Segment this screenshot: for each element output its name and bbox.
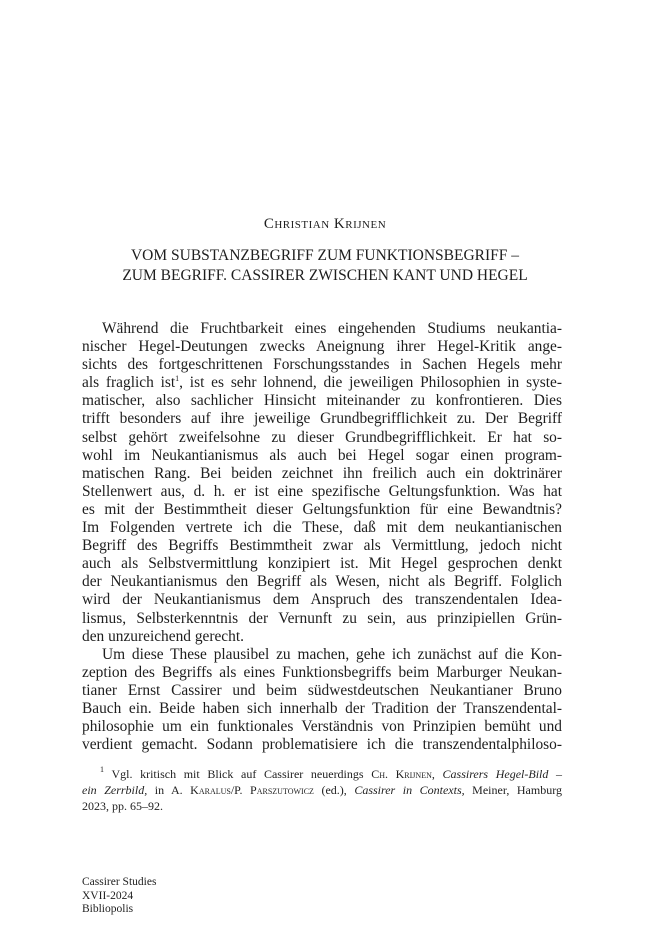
text-line: auch als Selbstvermittlung konzipiert ist. Mit Hegel gesprochen denkt [82, 555, 562, 573]
journal-imprint [82, 876, 156, 917]
text-line: es mit der Bestimmtheit dieser Geltungsfunktion für eine Bewandtnis? [82, 500, 562, 518]
text-line: philosophie um ein funktionales Verständnis von Prinzipien bemüht und [82, 718, 562, 736]
paragraph-1 [82, 320, 562, 646]
text-line: verdient gemacht. Sodann problematisiere ich die transzendentalphiloso- [82, 736, 562, 754]
article-title [60, 246, 590, 286]
text-line: tianer Ernst Cassirer und beim südwestdeutschen Neukantianer Bruno [82, 681, 562, 699]
footnote-book-title: Cassirer in Contexts, [354, 783, 465, 797]
title-line-1: VOM SUBSTANZBEGRIFF ZUM FUNKTIONSBEGRIFF – [130, 247, 520, 264]
journal-volume: XVII-2024 [82, 889, 134, 902]
text-line: Stellenwert aus, d. h. er ist eine spezifische Geltungsfunktion. Was hat [82, 482, 562, 500]
text-line: Im Folgenden vertrete ich die These, daß mit dem neukantianischen [82, 519, 562, 537]
text-line: wird der Neukantianismus dem Anspruch des transzendentalen Idea- [82, 591, 562, 609]
publisher: Bibliopolis [82, 903, 134, 915]
journal-name: Cassirer Studies [82, 876, 157, 888]
title-line-2: ZUM BEGRIFF. CASSIRER ZWISCHEN KANT UND HEGEL [122, 267, 528, 284]
footnote-author: Ch. Krijnen [371, 767, 432, 781]
text-line: selbst gehört zweifelsohne zu dieser Grundbegrifflichkeit. Er hat so- [82, 428, 562, 446]
footnote-text: in A. [147, 783, 191, 797]
text-line: matischer, also sachlicher Hinsicht miteinander zu konfrontieren. Dies [82, 392, 562, 410]
text-line: nischer Hegel-Deutungen zwecks Aneignung ihrer Hegel-Kritik ange- [82, 338, 562, 356]
text-line: Um diese These plausibel zu machen, gehe ich zunächst auf die Kon- [102, 645, 562, 663]
footnote-line [82, 782, 562, 798]
text-line: Begriff des Begriffs Bestimmtheit zwar als Vermittlung, jedoch nicht [82, 537, 562, 555]
footnote-ref[interactable]: 1 [175, 374, 180, 384]
footnote-work-title: ein Zerrbild, [82, 783, 148, 797]
footnote [82, 766, 562, 814]
footnote-line: 2023, pp. 65–92. [82, 799, 163, 813]
text-segment: als fraglich ist [82, 374, 176, 392]
footnote-number: 1 [100, 765, 104, 774]
footnote-text: Vgl. kritisch mit Blick auf Cassirer neuerdings [111, 767, 372, 781]
footnote-text: Meiner, Hamburg [464, 783, 562, 797]
text-line: Während die Fruchtbarkeit eines eingehenden Studiums neukantia- [102, 320, 562, 337]
text-line: der Neukantianismus den Begriff als Wesen, nicht als Begriff. Folglich [82, 573, 562, 591]
body-text [82, 320, 562, 754]
footnote-work-title: Cassirers Hegel-Bild – [442, 767, 563, 781]
footnote-text: (ed.), [313, 783, 355, 797]
text-line [82, 374, 562, 392]
footnote-editors: Karalus/P. Parszutowicz [190, 783, 314, 797]
text-line: matischen Rang. Bei beiden zeichnet ihn freilich auch ein doktrinärer [82, 464, 562, 482]
text-line: Bauch ein. Beide haben sich innerhalb der Tradition der Transzendental- [82, 699, 562, 717]
text-segment: , ist es sehr lohnend, die jeweiligen Philosophien in syste- [179, 374, 562, 392]
text-line: den unzureichend gerecht. [82, 627, 244, 645]
paragraph-2 [82, 646, 562, 755]
text-line: lismus, Selbsterkenntnis der Vernunft zu sein, aus prinzipiellen Grün- [82, 609, 562, 627]
text-line: sichts des fortgeschrittenen Forschungsstandes in Sachen Hegels mehr [82, 356, 562, 374]
text-line: trifft besonders auf ihre jeweilige Grundbegrifflichkeit zu. Der Begriff [82, 410, 562, 428]
text-line: zeption des Begriffs als eines Funktionsbegriffs beim Marburger Neukan- [82, 663, 562, 681]
author-name: Christian Krijnen [263, 216, 387, 232]
footnote-line [82, 766, 562, 782]
text-line: wohl im Neukantianismus als auch bei Hegel sogar einen program- [82, 446, 562, 464]
footnote-text: , [431, 767, 443, 781]
